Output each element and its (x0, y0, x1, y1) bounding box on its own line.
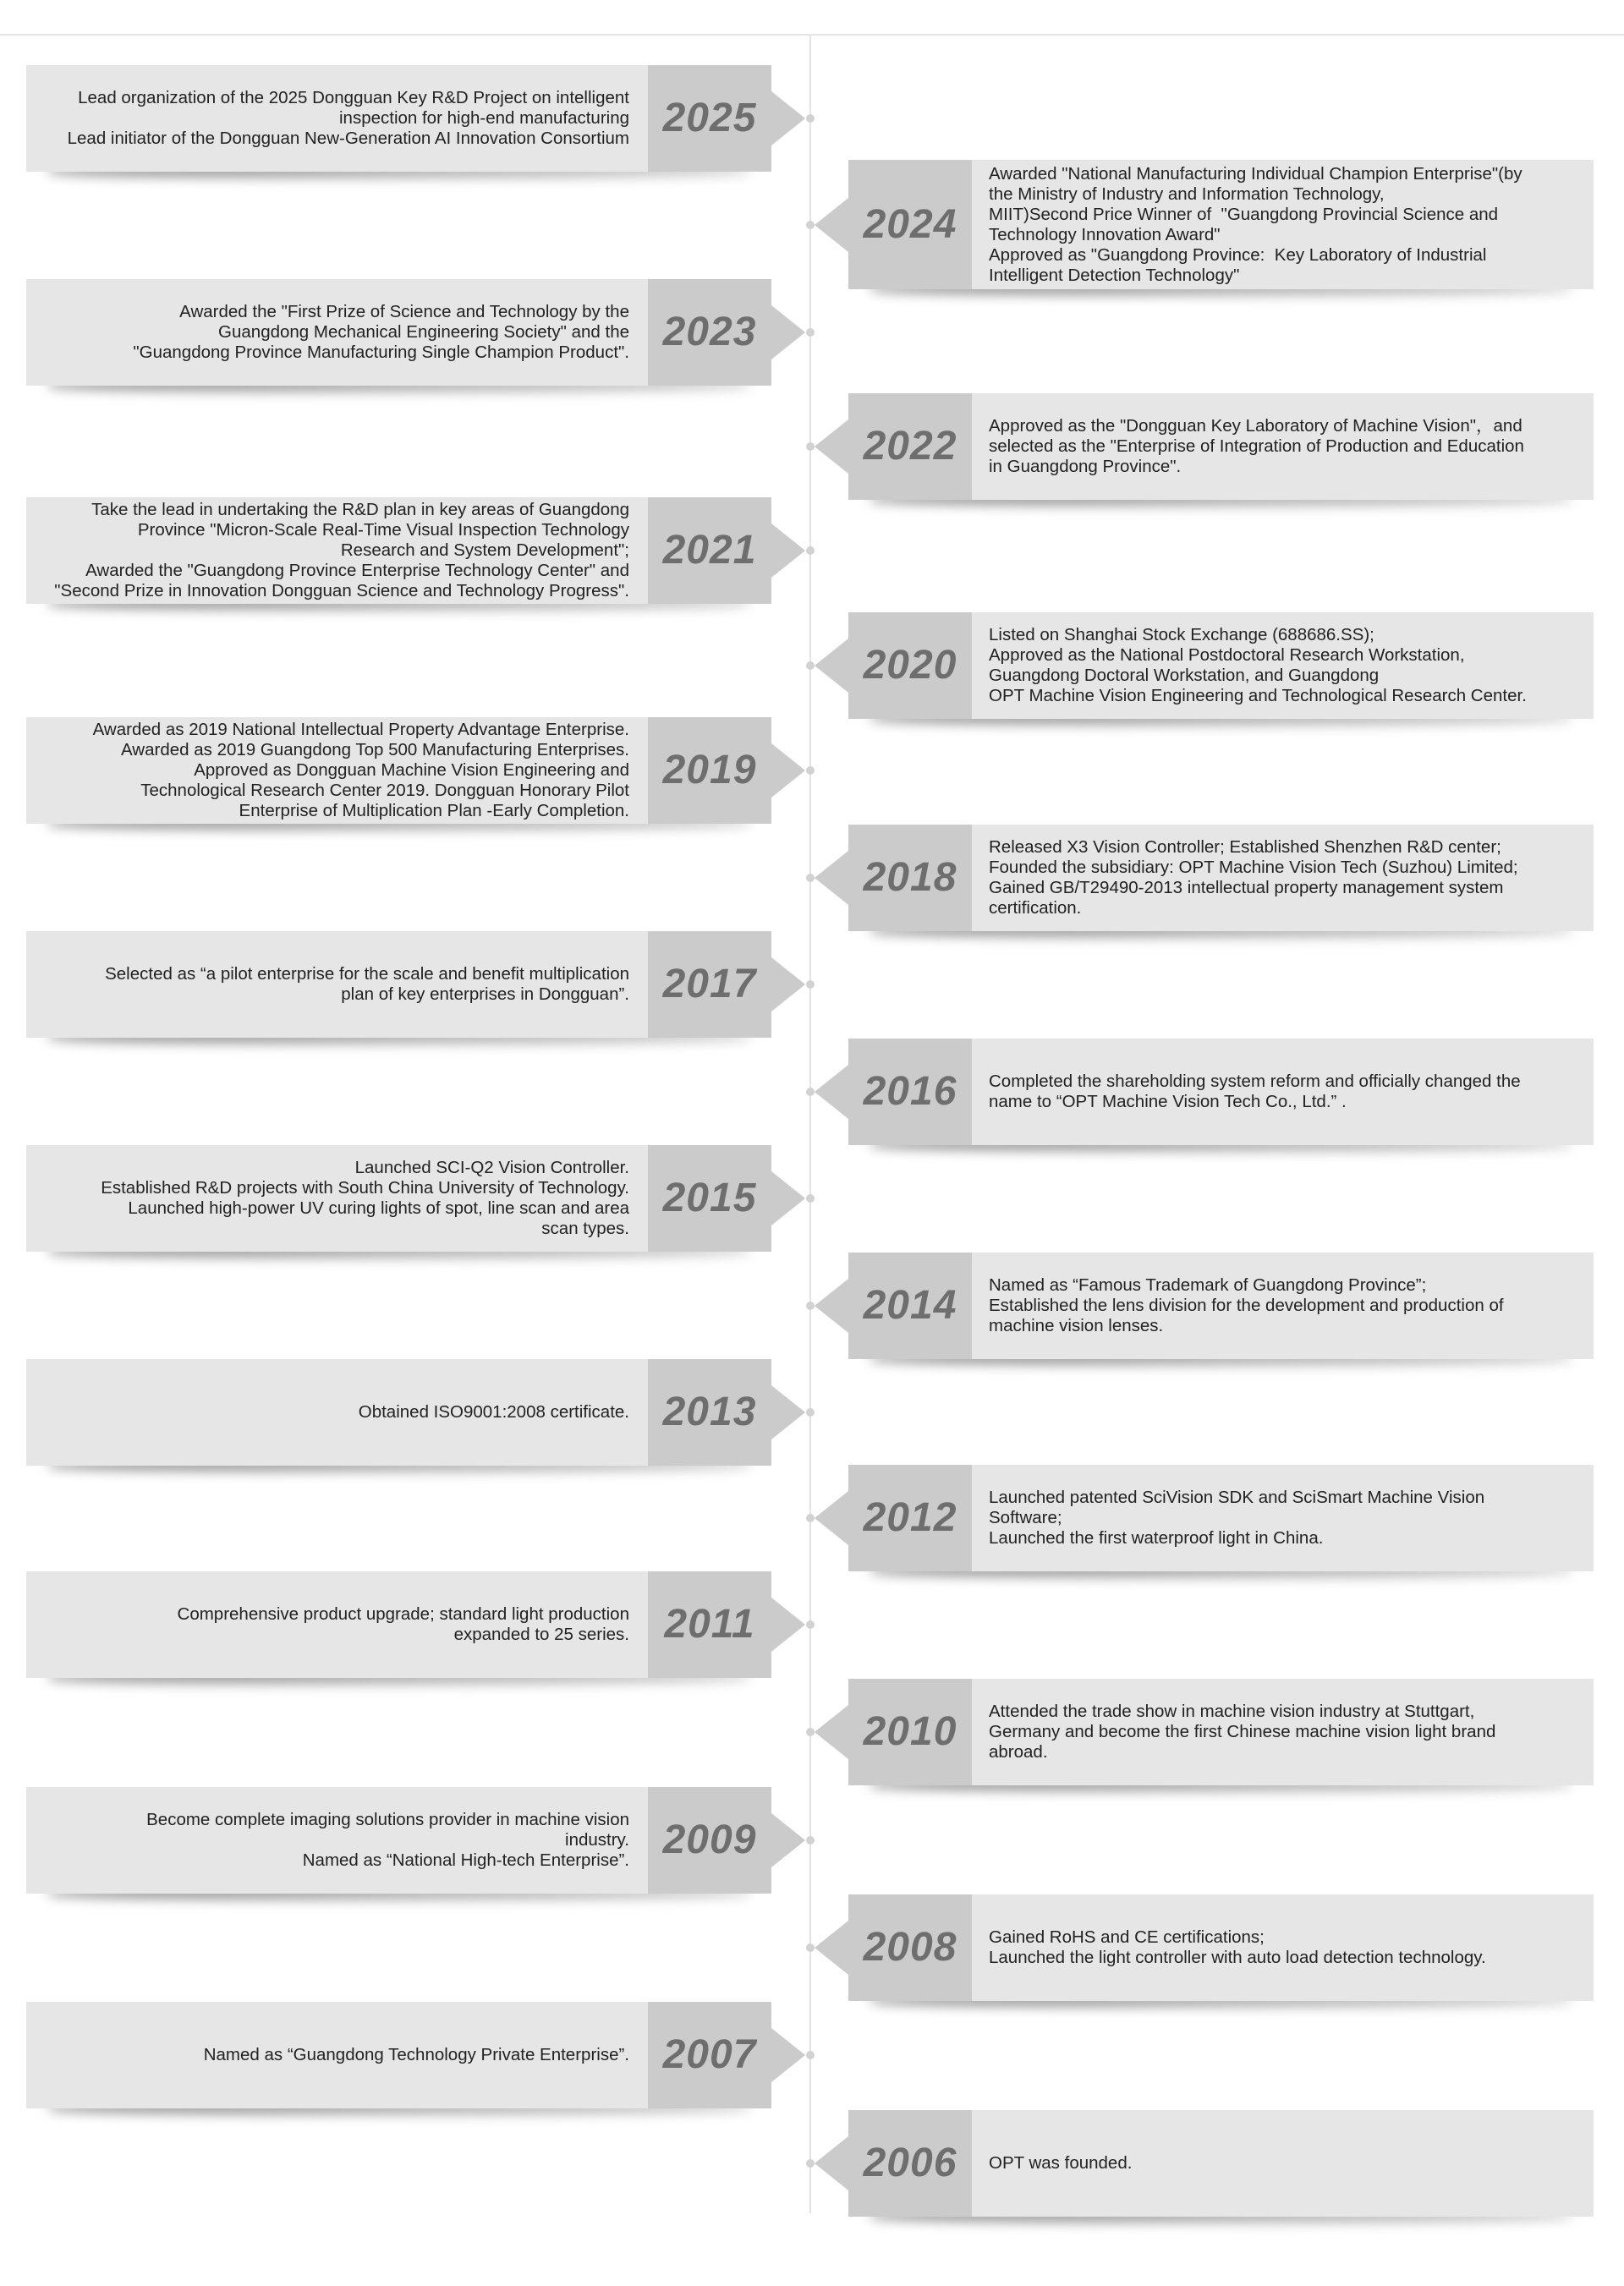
timeline-dot (806, 1836, 815, 1845)
milestone-card-2007 (26, 2002, 771, 2108)
milestone-text-line: Awarded the "Guangdong Province Enterprise Technology Center" and (85, 561, 629, 580)
milestone-description (989, 164, 1522, 286)
milestone-description-panel (972, 1679, 1594, 1785)
milestone-text-line: Established the lens division for the development and production of (989, 1296, 1504, 1315)
milestone-text-line: Launched high-power UV curing lights of spot, line scan and area (128, 1198, 629, 1218)
milestone-text-line: Guangdong Mechanical Engineering Society" and the (218, 322, 629, 342)
header-divider (0, 34, 1624, 36)
milestone-description (989, 1702, 1495, 1762)
milestone-text-line: Launched SCI-Q2 Vision Controller. (354, 1158, 629, 1177)
milestone-description-panel (26, 279, 648, 386)
milestone-year: 2014 (863, 1283, 957, 1328)
milestone-text-line: Germany and become the first Chinese machine vision light brand (989, 1722, 1496, 1741)
milestone-year-tab (648, 1571, 771, 1678)
milestone-description-panel (26, 1571, 648, 1678)
timeline-dot (806, 1620, 815, 1629)
milestone-description (989, 1488, 1484, 1549)
timeline-dot (806, 442, 815, 451)
milestone-text-line: Gained RoHS and CE certifications; (989, 1927, 1265, 1947)
milestone-year: 2013 (662, 1390, 757, 1434)
milestone-year: 2023 (662, 310, 757, 354)
milestone-description (989, 1927, 1486, 1968)
timeline-dot (806, 546, 815, 555)
milestone-description-panel (972, 612, 1594, 719)
milestone-text-line: Awarded the "First Prize of Science and Technology by the (179, 302, 629, 321)
milestone-text-line: Awarded as 2019 Guangdong Top 500 Manufacturing Enterprises. (121, 740, 629, 759)
milestone-text-line: Awarded as 2019 National Intellectual Property Advantage Enterprise. (92, 720, 629, 739)
milestone-text-line: Launched the first waterproof light in China. (989, 1528, 1324, 1548)
milestone-text-line: Comprehensive product upgrade; standard light production (177, 1604, 629, 1624)
milestone-text-line: Lead initiator of the Dongguan New-Generation AI Innovation Consortium (67, 129, 629, 148)
milestone-year: 2017 (662, 962, 757, 1006)
milestone-text-line: Released X3 Vision Controller; Established Shenzhen R&D center; (989, 837, 1501, 857)
timeline-dot (806, 1194, 815, 1203)
milestone-text-line: Selected as “a pilot enterprise for the scale and benefit multiplication (105, 964, 629, 984)
milestone-text-line: Named as “Famous Trademark of Guangdong Province”; (989, 1275, 1427, 1295)
milestone-description (989, 837, 1518, 918)
milestone-text-line: Launched the light controller with auto load detection technology. (989, 1948, 1486, 1967)
milestone-year-tab (848, 1679, 972, 1785)
milestone-description (93, 720, 629, 821)
milestone-text-line: Founded the subsidiary: OPT Machine Vision Tech (Suzhou) Limited; (989, 858, 1518, 877)
milestone-description-panel (26, 65, 648, 172)
milestone-text-line: Lead organization of the 2025 Dongguan Key R&D Project on intelligent (78, 88, 629, 107)
milestone-text-line: Approved as the National Postdoctoral Research Workstation, (989, 645, 1465, 665)
milestone-text-line: Named as “Guangdong Technology Private Enterprise”. (203, 2045, 629, 2064)
milestone-year-tab (848, 1465, 972, 1571)
milestone-card-2010 (848, 1679, 1594, 1785)
milestone-description (146, 1810, 629, 1871)
milestone-text-line: Become complete imaging solutions provider in machine vision (146, 1810, 629, 1829)
milestone-year: 2015 (662, 1176, 757, 1220)
milestone-description-panel (972, 1465, 1594, 1571)
milestone-card-2013 (26, 1359, 771, 1466)
milestone-text-line: MIIT)Second Price Winner of "Guangdong Provincial Science and (989, 204, 1499, 224)
milestone-year-tab (648, 279, 771, 386)
timeline-dot (806, 874, 815, 882)
milestone-text-line: Software; (989, 1508, 1062, 1527)
milestone-description (54, 500, 629, 601)
milestone-description-panel (972, 1253, 1594, 1359)
timeline-dot (806, 221, 815, 229)
milestone-text-line: Completed the shareholding system reform and officially changed the (989, 1072, 1521, 1091)
milestone-description-panel (972, 393, 1594, 500)
milestone-year: 2009 (662, 1817, 757, 1862)
milestone-text-line: Province "Micron-Scale Real-Time Visual Inspection Technology (137, 520, 629, 540)
milestone-text-line: name to “OPT Machine Vision Tech Co., Ltd.” . (989, 1092, 1347, 1111)
milestone-text-line: Technological Research Center 2019. Dongguan Honorary Pilot (140, 781, 629, 800)
milestone-year-tab (848, 612, 972, 719)
milestone-text-line: Guangdong Doctoral Workstation, and Guangdong (989, 666, 1380, 685)
milestone-description (68, 88, 629, 149)
milestone-year: 2016 (863, 1069, 957, 1114)
milestone-description (105, 964, 629, 1005)
milestone-card-2006 (848, 2110, 1594, 2217)
milestone-year-tab (848, 1894, 972, 2001)
milestone-description (178, 1604, 629, 1645)
timeline-axis (809, 36, 811, 2213)
milestone-text-line: OPT was founded. (989, 2153, 1133, 2173)
milestone-description (133, 302, 629, 363)
timeline-dot (806, 766, 815, 775)
milestone-text-line: Approved as Dongguan Machine Vision Engineering and (194, 760, 629, 780)
milestone-year-tab (848, 160, 972, 289)
milestone-text-line: Launched patented SciVision SDK and SciSmart Machine Vision (989, 1488, 1485, 1507)
milestone-description-panel (26, 717, 648, 824)
milestone-card-2020 (848, 612, 1594, 719)
milestone-year-tab (648, 2002, 771, 2108)
milestone-card-2008 (848, 1894, 1594, 2001)
milestone-description-panel (26, 2002, 648, 2108)
milestone-year-tab (648, 65, 771, 172)
milestone-text-line: Research and System Development"; (340, 540, 629, 560)
milestone-year-tab (848, 825, 972, 931)
milestone-card-2011 (26, 1571, 771, 1678)
milestone-text-line: Attended the trade show in machine vision industry at Stuttgart, (989, 1702, 1475, 1721)
milestone-year-tab (648, 717, 771, 824)
milestone-description-panel (972, 160, 1594, 289)
timeline-dot (806, 1088, 815, 1096)
milestone-description-panel (26, 1145, 648, 1252)
timeline-dot (806, 1728, 815, 1736)
milestone-year-tab (648, 1359, 771, 1466)
milestone-card-2019 (26, 717, 771, 824)
timeline-dot (806, 2051, 815, 2059)
milestone-text-line: Take the lead in undertaking the R&D plan in key areas of Guangdong (91, 500, 629, 519)
milestone-text-line: certification. (989, 898, 1082, 918)
milestone-card-2025 (26, 65, 771, 172)
milestone-year: 2006 (863, 2141, 957, 2185)
milestone-card-2021 (26, 497, 771, 604)
milestone-text-line: Obtained ISO9001:2008 certificate. (358, 1402, 629, 1422)
milestone-card-2022 (848, 393, 1594, 500)
milestone-year: 2011 (664, 1602, 755, 1647)
milestone-text-line: machine vision lenses. (989, 1316, 1164, 1335)
milestone-description-panel (972, 1894, 1594, 2001)
milestone-card-2024 (848, 160, 1594, 289)
milestone-description-panel (26, 497, 648, 604)
milestone-text-line: the Ministry of Industry and Information Technology, (989, 184, 1385, 204)
milestone-text-line: Approved as "Guangdong Province: Key Laboratory of Industrial (989, 244, 1487, 265)
timeline-dot (806, 1943, 815, 1952)
milestone-year-tab (848, 1039, 972, 1145)
milestone-year-tab (848, 1253, 972, 1359)
milestone-text-line: Awarded "National Manufacturing Individual Champion Enterprise"(by (989, 163, 1522, 184)
timeline-dot (806, 1408, 815, 1417)
milestone-description-panel (26, 931, 648, 1038)
milestone-card-2018 (848, 825, 1594, 931)
milestone-description (989, 2153, 1132, 2174)
milestone-year-tab (648, 497, 771, 604)
milestone-year-tab (648, 931, 771, 1038)
milestone-year: 2008 (863, 1925, 957, 1970)
milestone-card-2016 (848, 1039, 1594, 1145)
milestone-year: 2022 (863, 424, 957, 469)
milestone-description (989, 416, 1524, 477)
milestone-text-line: Technology Innovation Award" (989, 224, 1221, 244)
milestone-description (101, 1158, 629, 1239)
milestone-card-2015 (26, 1145, 771, 1252)
milestone-text-line: Enterprise of Multiplication Plan -Early Completion. (239, 801, 629, 820)
milestone-year: 2007 (662, 2032, 757, 2077)
milestone-year-tab (848, 393, 972, 500)
milestone-year: 2020 (863, 643, 957, 688)
milestone-text-line: Established R&D projects with South China University of Technology. (101, 1178, 629, 1198)
milestone-description (359, 1402, 629, 1423)
milestone-card-2012 (848, 1465, 1594, 1571)
milestone-text-line: in Guangdong Province". (989, 457, 1182, 476)
timeline-dot (806, 2159, 815, 2168)
milestone-text-line: plan of key enterprises in Dongguan”. (341, 984, 629, 1004)
milestone-text-line: Gained GB/T29490-2013 intellectual property management system (989, 878, 1504, 897)
milestone-text-line: expanded to 25 series. (453, 1625, 629, 1644)
milestone-year-tab (648, 1145, 771, 1252)
milestone-description-panel (972, 2110, 1594, 2217)
milestone-year: 2019 (662, 748, 757, 792)
milestone-text-line: "Second Prize in Innovation Dongguan Science and Technology Progress". (54, 581, 629, 600)
milestone-description-panel (26, 1787, 648, 1894)
milestone-year: 2024 (863, 201, 957, 247)
milestone-text-line: inspection for high-end manufacturing (338, 108, 629, 128)
milestone-card-2023 (26, 279, 771, 386)
milestone-description (989, 625, 1527, 706)
milestone-year-tab (848, 2110, 972, 2217)
milestone-card-2009 (26, 1787, 771, 1894)
milestone-text-line: Listed on Shanghai Stock Exchange (688686.SS); (989, 625, 1374, 644)
timeline-dot (806, 980, 815, 989)
milestone-card-2017 (26, 931, 771, 1038)
milestone-text-line: "Guangdong Province Manufacturing Single Champion Product". (133, 343, 629, 362)
milestone-description-panel (972, 825, 1594, 931)
milestone-year: 2010 (863, 1709, 957, 1754)
milestone-year: 2021 (662, 528, 757, 573)
milestone-year: 2025 (662, 96, 757, 140)
milestone-text-line: selected as the "Enterprise of Integration of Production and Education (989, 436, 1524, 456)
milestone-year: 2018 (863, 855, 957, 900)
milestone-description-panel (972, 1039, 1594, 1145)
timeline-dot (806, 328, 815, 337)
milestone-description (204, 2045, 629, 2065)
milestone-description (989, 1275, 1504, 1336)
timeline-dot (806, 114, 815, 123)
milestone-year: 2012 (863, 1495, 957, 1540)
milestone-text-line: Named as “National High-tech Enterprise”. (302, 1850, 629, 1870)
milestone-text-line: abroad. (989, 1742, 1048, 1762)
milestone-text-line: Intelligent Detection Technology" (989, 265, 1240, 285)
timeline-dot (806, 1514, 815, 1522)
timeline-dot (806, 661, 815, 670)
milestone-text-line: Approved as the "Dongguan Key Laboratory of Machine Vision"，and (989, 416, 1522, 436)
milestone-description (989, 1072, 1521, 1112)
milestone-card-2014 (848, 1253, 1594, 1359)
milestone-text-line: industry. (565, 1830, 629, 1850)
milestone-text-line: OPT Machine Vision Engineering and Technological Research Center. (989, 686, 1527, 705)
timeline-dot (806, 1302, 815, 1310)
milestone-text-line: scan types. (541, 1219, 629, 1238)
milestone-description-panel (26, 1359, 648, 1466)
milestone-year-tab (648, 1787, 771, 1894)
